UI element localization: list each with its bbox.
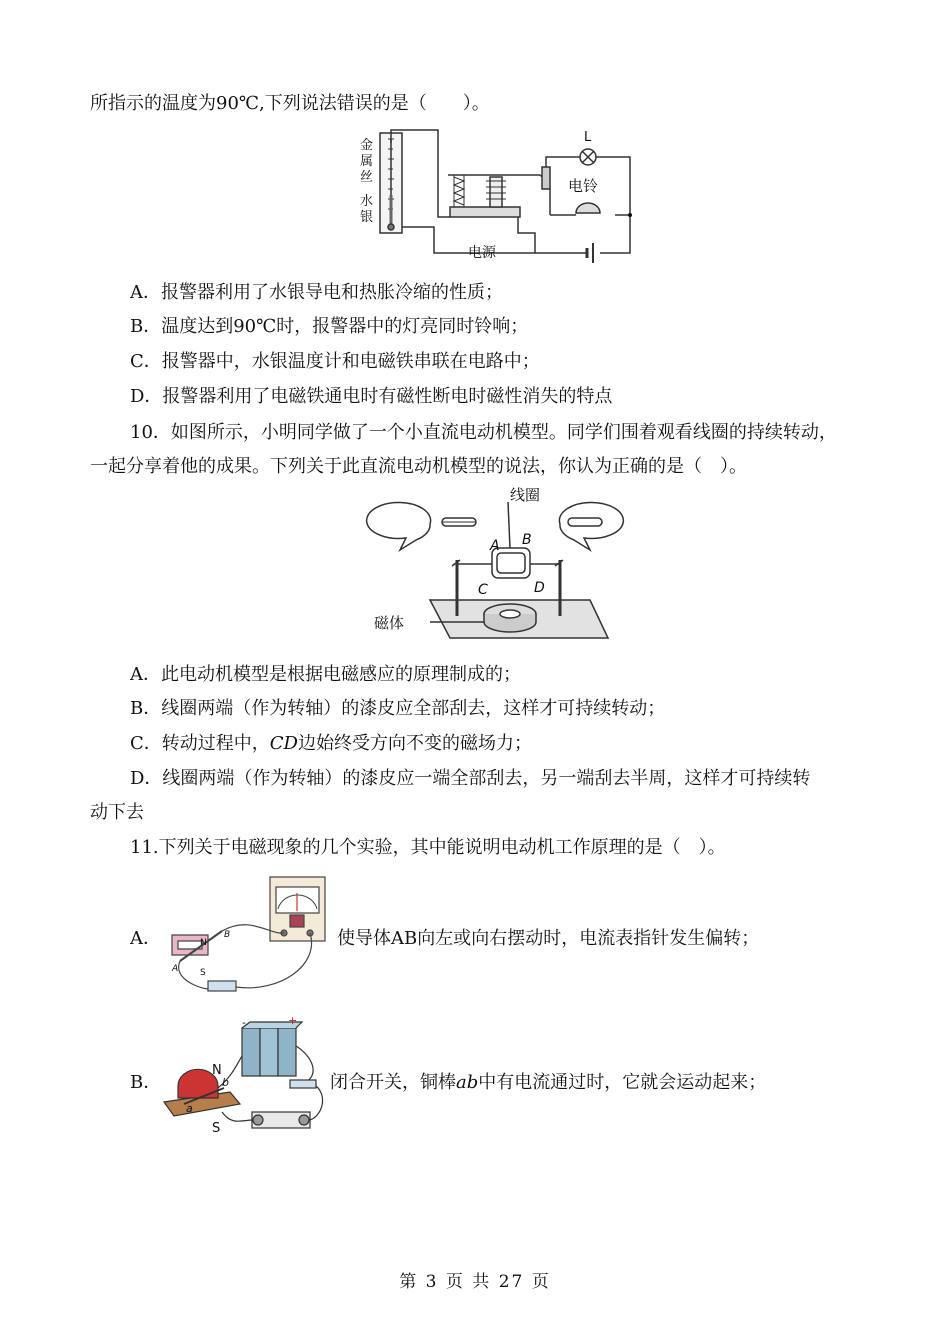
coil-label: 线圈 (510, 486, 541, 504)
metal-wire-label-1: 金 (360, 138, 374, 153)
lamp-label: L (584, 130, 592, 145)
fig-a-b: B (224, 930, 231, 940)
q10-option-d-line1: D．线圈两端（作为转轴）的漆皮应一端全部刮去，另一端刮去半周，这样才可持续转 (130, 768, 811, 789)
q11-option-b-letter: B． (130, 1072, 162, 1093)
q10-option-d-line2: 动下去 (90, 802, 144, 823)
magnet-label: 磁体 (374, 614, 405, 632)
q10-stem-line2: 一起分享着他的成果。下列关于此直流电动机模型的说法，你认为正确的是（ ）。 (90, 456, 747, 477)
fig-a-a: A (172, 964, 179, 974)
q10-option-c (130, 732, 532, 756)
q10-option-c-post: 边始终受方向不变的磁场力； (298, 733, 532, 754)
coil-label-c: C (478, 582, 488, 598)
q11-stem: 11.下列关于电磁现象的几个实验，其中能说明电动机工作原理的是（ ）。 (130, 837, 726, 858)
coil-label-b: B (522, 532, 532, 548)
power-label: 电源 (468, 245, 496, 261)
fig-a-n: N (200, 938, 207, 948)
fig-b-s: S (212, 1121, 221, 1136)
fig-b-n: N (212, 1063, 222, 1078)
coil-label-d: D (534, 580, 545, 596)
q11-option-a-galvanometer-figure (160, 875, 335, 1000)
q10-dc-motor-figure (370, 488, 615, 648)
mercury-label-1: 水 (360, 194, 374, 209)
fig-b-minus: - (242, 1016, 246, 1029)
page-footer: 第 3 页 共 27 页 (399, 1272, 551, 1292)
q9-stem: 所指示的温度为90℃,下列说法错误的是（ ）。 (90, 93, 490, 114)
q10-option-a: A．此电动机模型是根据电磁感应的原理制成的； (130, 664, 521, 685)
q11-option-b-em: ab (456, 1072, 479, 1093)
bell-label: 电铃 (568, 177, 599, 195)
q9-option-a: A．报警器利用了水银导电和热胀冷缩的性质； (130, 282, 503, 303)
q10-option-b: B．线圈两端（作为转轴）的漆皮应全部刮去，这样才可持续转动； (130, 698, 666, 719)
q11-option-b-text (330, 1071, 766, 1095)
coil-label-a: A (490, 538, 500, 554)
q9-option-c: C．报警器中，水银温度计和电磁铁串联在电路中； (130, 351, 540, 372)
metal-wire-label-2: 属 (360, 154, 374, 169)
q10-option-c-pre: C．转动过程中， (130, 733, 270, 754)
q11-option-a-letter: A． (130, 928, 161, 949)
q11-option-a-text: 使导体AB向左或向右摆动时，电流表指针发生偏转； (337, 928, 760, 949)
fig-a-s: S (200, 968, 206, 978)
mercury-label-2: 银 (360, 210, 374, 225)
fig-b-b: b (222, 1076, 229, 1089)
q9-option-b: B．温度达到90℃时，报警器中的灯亮同时铃响； (130, 316, 529, 337)
fig-b-a: a (186, 1102, 193, 1115)
q9-alarm-circuit-figure (350, 125, 640, 270)
q11-option-b-battery-figure (162, 1016, 330, 1141)
q10-stem-line1: 10．如图所示，小明同学做了一个小直流电动机模型。同学们围着观看线圈的持续转动， (130, 422, 837, 443)
q10-option-c-em: CD (269, 733, 298, 754)
fig-b-plus: + (288, 1014, 298, 1027)
q11-option-b-post: 中有电流通过时，它就会运动起来； (478, 1072, 767, 1093)
q9-option-d: D．报警器利用了电磁铁通电时有磁性断电时磁性消失的特点 (130, 386, 613, 407)
metal-wire-label-3: 丝 (360, 170, 374, 185)
q11-option-b-pre: 闭合开关，铜棒 (330, 1072, 456, 1093)
